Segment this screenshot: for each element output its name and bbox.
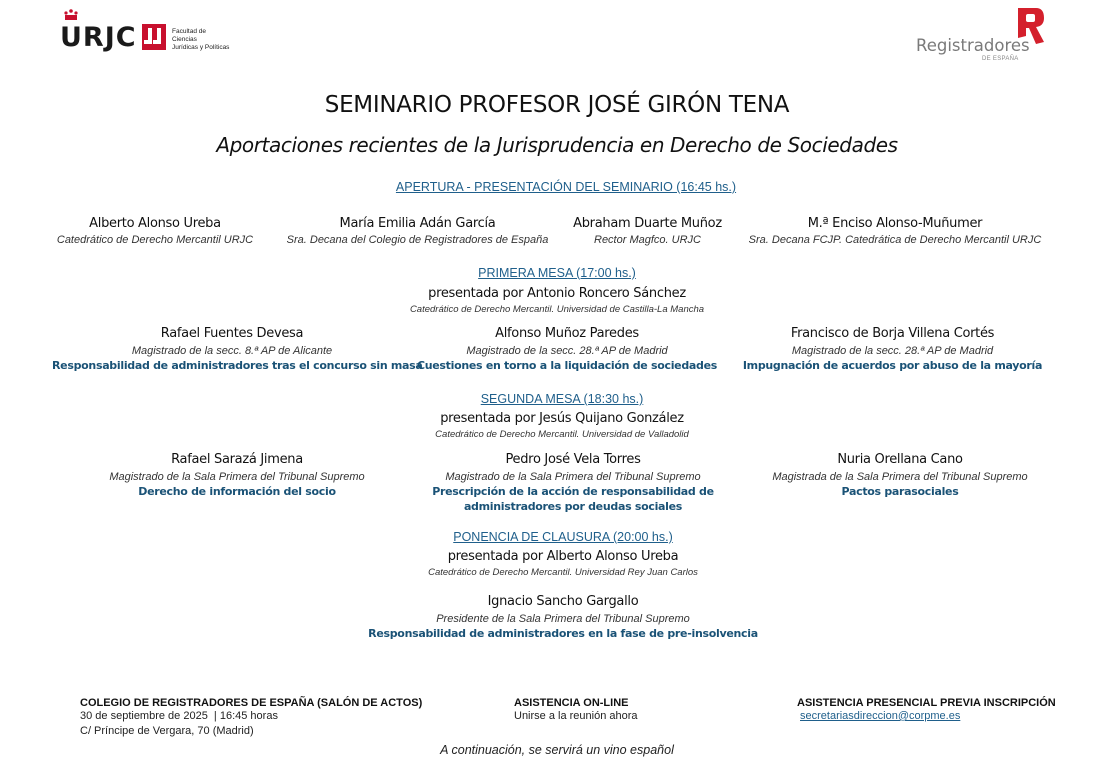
page-title: SEMINARIO PROFESOR JOSÉ GIRÓN TENA [324,92,790,118]
speaker-topic: Cuestiones en torno a la liquidación de sociedades [416,359,718,372]
speaker-name: Ignacio Sancho Gargallo [487,594,639,609]
opening-section-label: APERTURA - PRESENTACIÓN DEL SEMINARIO (16:45 hs.) [395,180,737,194]
mesa2-presenter: presentada por Jesús Quijano González [440,411,684,426]
venue-heading: COLEGIO DE REGISTRADORES DE ESPAÑA (SALÓN DE ACTOS) [80,697,423,709]
registradores-logo [910,6,1060,66]
opening-speaker-1 [40,216,270,246]
speaker-topic: Derecho de información del socio [138,485,336,498]
speaker-role: Magistrado de la Sala Primera del Tribunal Supremo [109,471,365,483]
speaker-role: Presidente de la Sala Primera del Tribunal Supremo [436,613,690,625]
urjc-wordmark: URJC [60,22,137,53]
mesa2-presenter-role: Catedrático de Derecho Mercantil. Universidad de Valladolid [435,429,689,440]
speaker-name: Nuria Orellana Cano [837,452,963,467]
speaker-role: Magistrado de la Sala Primera del Tribunal Supremo [445,471,701,483]
speaker-name: María Emilia Adán García [339,216,496,231]
clausura-speaker [0,594,1114,640]
venue-info [80,697,422,739]
speaker-name: Abraham Duarte Muñoz [573,216,722,231]
mesa1-section-label: PRIMERA MESA (17:00 hs.) [478,266,636,280]
speaker-name: Alfonso Muñoz Paredes [495,326,639,341]
registradores-subname: DE ESPAÑA [982,56,1019,62]
speaker-role: Magistrado de la secc. 28.ª AP de Madrid [791,345,994,357]
speaker-name: Rafael Fuentes Devesa [160,326,304,341]
mesa2-section-label: SEGUNDA MESA (18:30 hs.) [480,392,644,406]
speaker-role: Rector Magfco. URJC [594,234,701,246]
presencial-info [797,697,1056,724]
mesa1-presenter: presentada por Antonio Roncero Sánchez [428,286,686,301]
mesa2-speaker-2 [420,452,726,513]
registration-email-link[interactable]: secretariasdireccion@corpme.es [800,710,961,722]
closing-note: A continuación, se servirá un vino español [440,743,674,757]
speaker-role: Magistrada de la Sala Primera del Tribunal Supremo [772,471,1028,483]
page-subtitle: Aportaciones recientes de la Jurisprudencia en Derecho de Sociedades [216,133,898,157]
speaker-role: Sra. Decana del Colegio de Registradores de España [286,234,549,246]
speaker-name: M.ª Enciso Alonso-Muñumer [807,216,983,231]
speaker-topic: Pactos parasociales [841,485,959,498]
faculty-name: Facultad de Ciencias Jurídicas y Políticas [172,28,230,51]
speaker-topic: Responsabilidad de administradores tras el concurso sin masa [52,359,423,372]
clausura-presenter: presentada por Alberto Alonso Ureba [447,549,679,564]
mesa1-speaker-2 [412,326,722,372]
speaker-name: Alberto Alonso Ureba [89,216,221,231]
speaker-topic: Responsabilidad de administradores en la fase de pre-insolvencia [368,627,758,640]
urjc-logo [60,8,230,54]
speaker-role: Magistrado de la secc. 8.ª AP de Alicante [131,345,333,357]
speaker-role: Magistrado de la secc. 28.ª AP de Madrid [466,345,668,357]
opening-speaker-4 [735,216,1055,246]
mesa2-speaker-3 [745,452,1055,498]
clausura-presenter-role: Catedrático de Derecho Mercantil. Universidad Rey Juan Carlos [428,567,698,578]
clausura-section-label: PONENCIA DE CLAUSURA (20:00 hs.) [453,530,673,544]
online-join-link[interactable]: Unirse a la reunión ahora [514,710,638,722]
speaker-name: Rafael Sarazá Jimena [171,452,303,467]
presencial-heading: ASISTENCIA PRESENCIAL PREVIA INSCRIPCIÓN [797,697,1056,709]
mesa1-presenter-role: Catedrático de Derecho Mercantil. Universidad de Castilla-La Mancha [409,304,705,315]
speaker-topic: Prescripción de la acción de responsabilidad de [432,485,714,498]
speaker-name: Francisco de Borja Villena Cortés [790,326,995,341]
speaker-topic: Impugnación de acuerdos por abuso de la mayoría [742,359,1043,372]
venue-date: 30 de septiembre de 2025 | 16:45 horas [80,710,278,722]
online-info [514,697,638,724]
speaker-role: Catedrático de Derecho Mercantil URJC [56,234,254,246]
mesa2-speaker-1 [92,452,382,498]
speaker-topic-line2: administradores por deudas sociales [463,500,683,513]
venue-address: C/ Príncipe de Vergara, 70 (Madrid) [80,725,254,737]
opening-speaker-2 [270,216,565,246]
registradores-name: Registradores [916,36,1030,55]
speaker-role: Sra. Decana FCJP. Catedrática de Derecho Mercantil URJC [748,234,1042,246]
online-heading: ASISTENCIA ON-LINE [514,697,629,709]
mesa1-speaker-3 [730,326,1055,372]
speaker-name: Pedro José Vela Torres [505,452,641,467]
mesa1-speaker-1 [52,326,423,372]
opening-speaker-3 [565,216,730,246]
faculty-emblem-icon [142,24,166,50]
crown-icon [64,9,78,21]
